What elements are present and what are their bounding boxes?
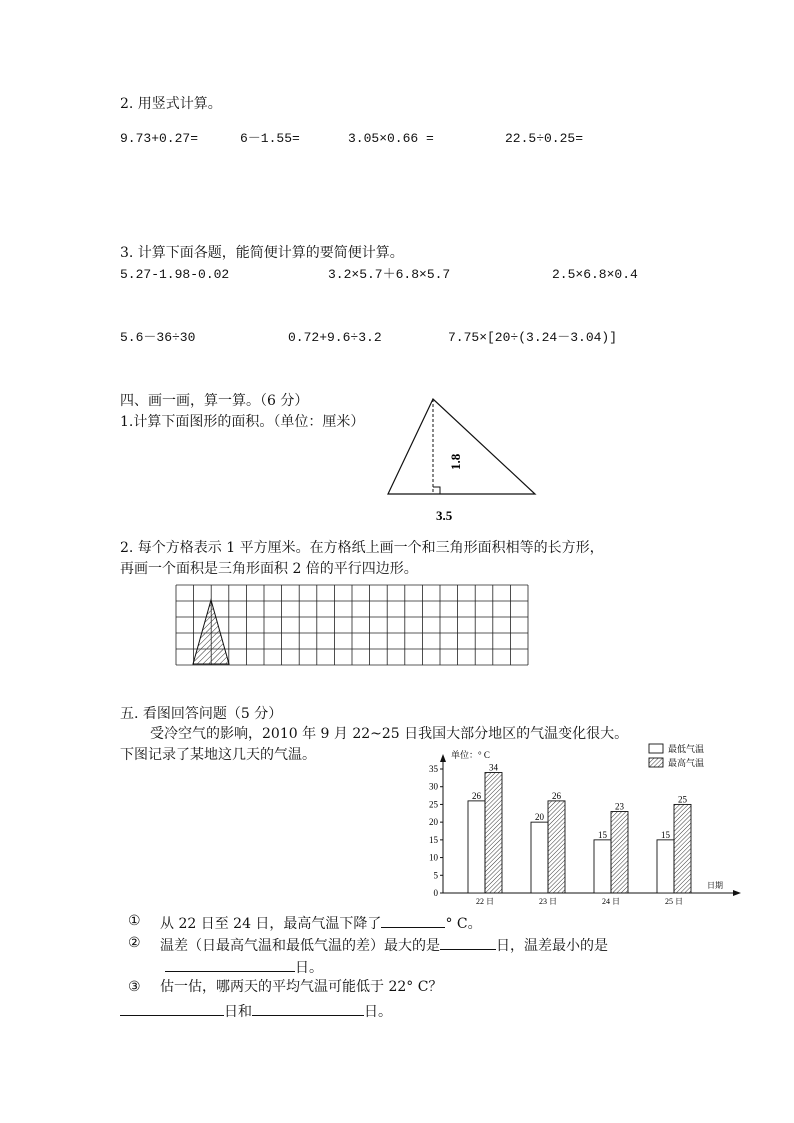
y-tick-label: 20: [429, 817, 438, 828]
x-category-label: 23 日: [539, 897, 557, 906]
part4-q1: 1.计算下面图形的面积。（单位：厘米）: [120, 414, 365, 430]
temperature-chart: [415, 738, 745, 910]
part4-q2-line2: 再画一个面积是三角形面积 2 倍的平行四边形。: [120, 561, 418, 577]
part4-heading: 四、画一画，算一算。（6 分）: [120, 393, 309, 409]
bar-max-temp: [674, 804, 691, 893]
x-category-label: 24 日: [602, 897, 620, 906]
q3-text: 估一估，哪两天的平均气温可能低于 22° C？: [160, 979, 443, 995]
y-tick-label: 25: [429, 799, 438, 810]
q1-answer-blank[interactable]: [381, 913, 445, 928]
section3-heading: 3. 计算下面各题，能简便计算的要简便计算。: [120, 245, 404, 261]
x-category-label: 22 日: [476, 897, 494, 906]
bar-max-temp: [548, 801, 565, 893]
simplify-problem-5: 0.72+9.6÷3.2: [288, 330, 382, 345]
legend-swatch: [649, 744, 663, 753]
height-label: 1.8: [448, 453, 463, 470]
calc-problem-2: 6－1.55=: [240, 131, 300, 146]
q2-number: ②: [128, 935, 141, 951]
grid-triangle: [193, 600, 229, 664]
bar-value-label: 20: [535, 812, 544, 823]
calc-problem-4: 22.5÷0.25=: [505, 131, 584, 146]
bar-min-temp: [531, 822, 548, 893]
simplify-problem-2: 3.2×5.7＋6.8×5.7: [328, 267, 451, 282]
simplify-problem-4: 5.6－36÷30: [120, 330, 196, 345]
legend-label: 最高气温: [668, 758, 705, 768]
bar-value-label: 25: [678, 794, 687, 805]
y-tick-label: 5: [433, 870, 438, 881]
triangle-outline: [388, 399, 535, 494]
y-axis-arrow: [440, 754, 446, 762]
q3-answer-blank-1[interactable]: [120, 1001, 224, 1016]
x-axis-label: 日期: [707, 881, 723, 890]
x-category-label: 25 日: [665, 897, 683, 906]
grid-lines: [176, 585, 528, 665]
q2-text-end: 日。: [295, 960, 323, 976]
unit-label: 单位：° C: [451, 750, 490, 760]
bar-value-label: 15: [598, 829, 607, 840]
q3-number: ③: [128, 979, 141, 995]
q3-text-end: 日。: [364, 1004, 392, 1020]
legend-swatch: [649, 758, 663, 767]
part5-intro-line2: 下图记录了某地这几天的气温。: [120, 747, 316, 763]
part5-heading: 五. 看图回答问题（5 分）: [120, 706, 283, 722]
part5-intro-line1: 受冷空气的影响，2010 年 9 月 22~25 日我国大部分地区的气温变化很大。: [150, 726, 629, 742]
calc-problem-1: 9.73+0.27=: [120, 131, 199, 146]
q3-answer-blank-2[interactable]: [252, 1001, 364, 1016]
q3-text-and: 日和: [224, 1004, 252, 1020]
y-tick-label: 10: [429, 852, 438, 863]
y-tick-label: 35: [429, 764, 438, 774]
square-grid: [175, 584, 531, 682]
triangle-figure: [380, 393, 550, 528]
base-label: 3.5: [436, 508, 453, 523]
bar-min-temp: [468, 801, 485, 893]
right-angle-mark: [433, 487, 440, 494]
bar-min-temp: [657, 840, 674, 893]
bar-value-label: 23: [615, 801, 624, 812]
q2-answer-blank-max[interactable]: [440, 935, 496, 950]
bar-max-temp: [485, 773, 502, 893]
simplify-problem-6: 7.75×[20÷(3.24－3.04)]: [448, 330, 618, 345]
bar-value-label: 34: [489, 762, 498, 773]
bar-value-label: 26: [552, 790, 561, 801]
section2-heading: 2. 用竖式计算。: [120, 96, 222, 112]
y-tick-label: 15: [429, 834, 438, 845]
y-tick-label: 0: [433, 888, 438, 898]
bar-min-temp: [594, 840, 611, 893]
q2-text-mid: 日，温差最小的是: [496, 938, 608, 954]
bar-value-label: 26: [472, 790, 481, 801]
q2-answer-blank-min[interactable]: [165, 957, 295, 972]
bar-value-label: 15: [661, 829, 670, 840]
q1-text: 从 22 日至 24 日，最高气温下降了: [160, 916, 382, 932]
legend-label: 最低气温: [668, 744, 705, 754]
q1-unit: ° C。: [445, 916, 482, 932]
bar-max-temp: [611, 812, 628, 893]
simplify-problem-1: 5.27-1.98-0.02: [120, 267, 230, 282]
part4-q2-line1: 2. 每个方格表示 1 平方厘米。在方格纸上画一个和三角形面积相等的长方形，: [120, 540, 604, 556]
q1-number: ①: [128, 913, 141, 929]
x-axis-arrow: [733, 890, 741, 896]
q2-text: 温差（日最高气温和最低气温的差）最大的是: [160, 938, 440, 954]
simplify-problem-3: 2.5×6.8×0.4: [552, 267, 638, 282]
calc-problem-3: 3.05×0.66 =: [348, 131, 434, 146]
y-tick-label: 30: [429, 781, 438, 792]
